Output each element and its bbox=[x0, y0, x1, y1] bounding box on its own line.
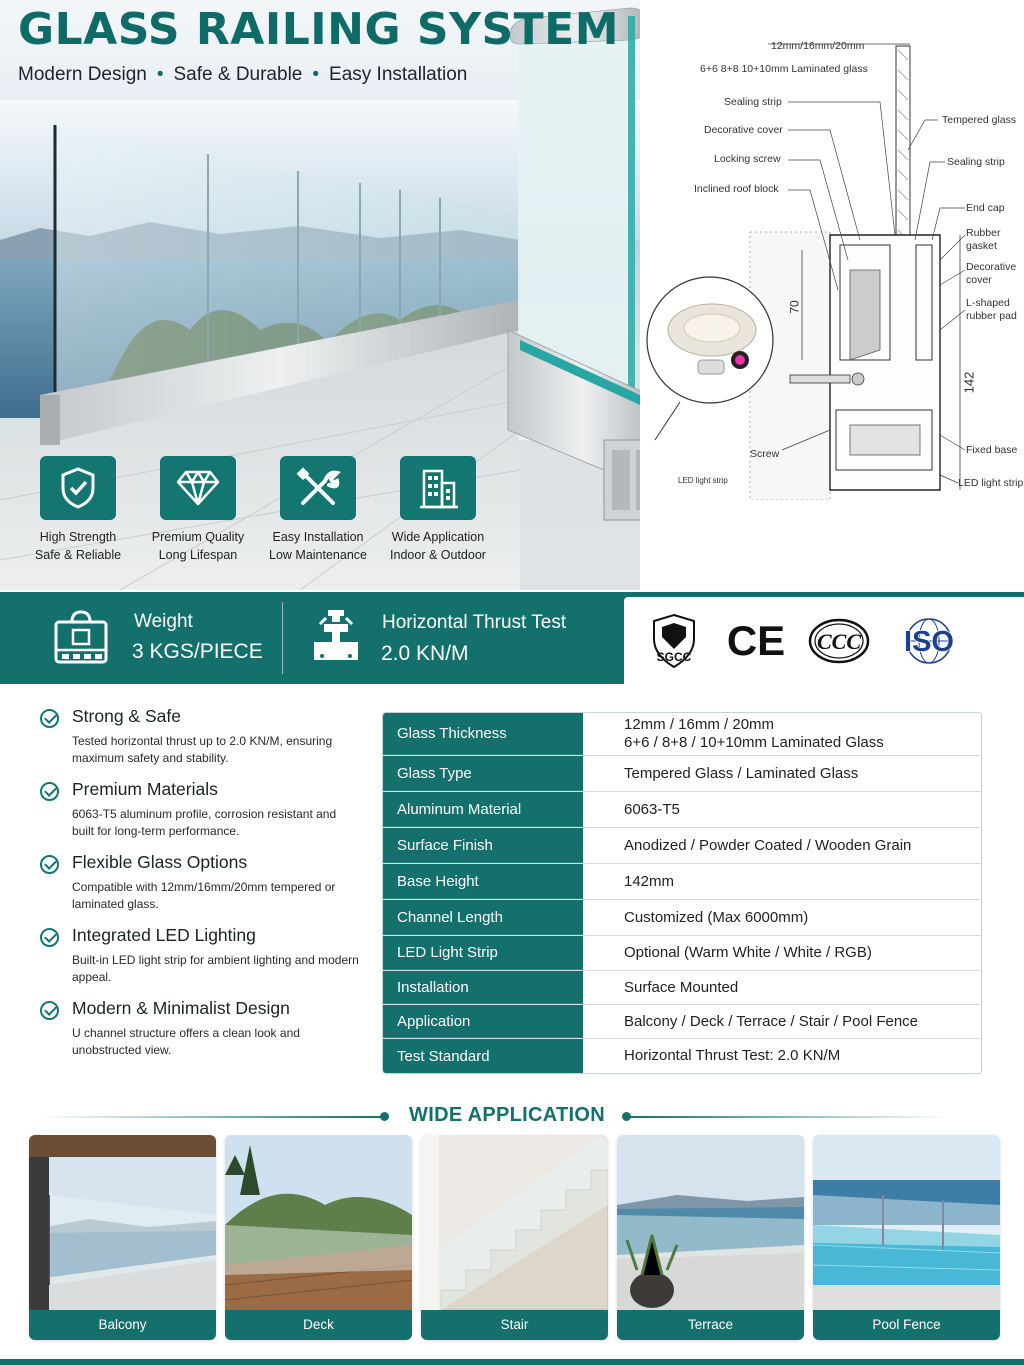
applications-title: WIDE APPLICATION bbox=[409, 1104, 605, 1126]
led-strip-label: LED light strip bbox=[678, 476, 728, 485]
check-circle-icon bbox=[40, 709, 59, 728]
spec-row bbox=[383, 792, 981, 828]
application-label: Terrace bbox=[617, 1310, 804, 1340]
feature-line1: Easy Installation bbox=[272, 530, 364, 544]
application-label: Pool Fence bbox=[813, 1310, 1000, 1340]
feature-line1: High Strength bbox=[39, 530, 117, 544]
spec-row bbox=[383, 900, 981, 936]
benefit-item bbox=[40, 852, 360, 925]
ccc-logo-icon bbox=[808, 612, 870, 670]
benefit-text: Built-in LED light strip for ambient lighting and modern appeal. bbox=[72, 953, 359, 984]
spec-key: Base Height bbox=[383, 864, 583, 899]
check-circle-icon bbox=[40, 855, 59, 874]
feature-item bbox=[258, 456, 378, 564]
tagline-item: Easy Installation bbox=[329, 64, 468, 85]
spec-key: Surface Finish bbox=[383, 828, 583, 863]
spec-value: 6063-T5 bbox=[624, 800, 680, 818]
band-divider bbox=[282, 602, 283, 674]
feature-item bbox=[18, 456, 138, 564]
spec-row bbox=[383, 828, 981, 864]
spec-value-line: 6+6 / 8+8 / 10+10mm Laminated Glass bbox=[624, 734, 884, 751]
check-circle-icon bbox=[40, 928, 59, 947]
spec-row bbox=[383, 971, 981, 1005]
feature-line1: Premium Quality bbox=[151, 530, 245, 544]
cert-iso-text: ISO bbox=[904, 626, 954, 658]
diagram-thickness-label: 12mm/16mm/20mm bbox=[771, 40, 865, 52]
spec-value-line: 12mm / 16mm / 20mm bbox=[624, 716, 775, 733]
spec-key: Channel Length bbox=[383, 900, 583, 935]
weight-bag-icon bbox=[52, 610, 110, 671]
page-title: GLASS RAILING SYSTEM bbox=[18, 4, 619, 55]
spec-row bbox=[383, 1005, 981, 1039]
feature-item bbox=[378, 456, 498, 564]
spec-value: Surface Mounted bbox=[624, 978, 739, 996]
application-card bbox=[813, 1135, 1000, 1340]
benefit-text: Compatible with 12mm/16mm/20mm tempered or laminated glass. bbox=[72, 880, 336, 911]
application-label: Deck bbox=[225, 1310, 412, 1340]
benefit-list bbox=[40, 706, 360, 1071]
diagram-label: Rubber gasket bbox=[966, 227, 1001, 252]
feature-line2: Safe & Reliable bbox=[34, 548, 122, 562]
benefit-item bbox=[40, 925, 360, 998]
shield-check-icon bbox=[40, 456, 116, 520]
spec-key: Glass Type bbox=[383, 756, 583, 791]
spec-value: Customized (Max 6000mm) bbox=[624, 908, 809, 926]
spec-row bbox=[383, 1039, 981, 1073]
pool-fence-photo bbox=[813, 1135, 1000, 1310]
applications-heading bbox=[0, 1102, 1024, 1130]
spec-table bbox=[382, 712, 982, 1074]
application-card bbox=[421, 1135, 608, 1340]
diagram-label: End cap bbox=[966, 202, 1005, 214]
benefit-title: Modern & Minimalist Design bbox=[72, 998, 290, 1018]
deck-photo bbox=[225, 1135, 412, 1310]
diagram-label: Screw bbox=[750, 448, 780, 460]
spec-value: 142mm bbox=[624, 872, 675, 890]
benefit-title: Premium Materials bbox=[72, 779, 218, 799]
diagram-label: Decorative cover bbox=[704, 124, 783, 136]
tagline-item: Safe & Durable bbox=[173, 64, 303, 85]
check-circle-icon bbox=[40, 1001, 59, 1020]
spec-key: LED Light Strip bbox=[383, 936, 583, 970]
spec-value: Balcony / Deck / Terrace / Stair / Pool Fence bbox=[624, 1012, 919, 1030]
benefit-text: 6063-T5 aluminum profile, corrosion resistant and built for long-term performance. bbox=[72, 807, 337, 838]
benefit-title: Strong & Safe bbox=[72, 706, 181, 726]
spec-key: Glass Thickness bbox=[383, 713, 583, 755]
application-card bbox=[225, 1135, 412, 1340]
benefit-title: Flexible Glass Options bbox=[72, 852, 248, 872]
spec-key: Application bbox=[383, 1005, 583, 1038]
cross-section-diagram bbox=[640, 30, 1024, 500]
diagram-label: Sealing strip bbox=[947, 156, 1005, 168]
footer-bar bbox=[0, 1359, 1024, 1365]
balcony-photo bbox=[29, 1135, 216, 1310]
diagram-label: Tempered glass bbox=[942, 114, 1017, 126]
benefit-item bbox=[40, 779, 360, 852]
spec-value: Anodized / Powder Coated / Wooden Grain bbox=[624, 836, 912, 854]
spec-value: Horizontal Thrust Test: 2.0 KN/M bbox=[624, 1047, 841, 1064]
tagline-separator: • bbox=[312, 64, 320, 85]
thrust-value: 2.0 KN/M bbox=[381, 642, 469, 665]
benefit-title: Integrated LED Lighting bbox=[72, 925, 256, 945]
diagram-laminated-label: 6+6 8+8 10+10mm Laminated glass bbox=[700, 63, 868, 75]
application-label: Stair bbox=[421, 1310, 608, 1340]
spec-value: Tempered Glass / Laminated Glass bbox=[624, 764, 859, 782]
feature-line2: Low Maintenance bbox=[269, 548, 367, 562]
spec-row bbox=[383, 713, 981, 756]
benefit-text: U channel structure offers a clean look and unobstructed view. bbox=[72, 1026, 300, 1057]
benefit-item bbox=[40, 998, 360, 1071]
spec-row bbox=[383, 936, 981, 971]
sgcc-logo-icon bbox=[650, 612, 698, 670]
heading-rule-right bbox=[628, 1116, 948, 1118]
dimension-142: 142 bbox=[961, 371, 977, 394]
tools-icon bbox=[280, 456, 356, 520]
weight-title: Weight bbox=[134, 611, 193, 632]
thrust-test-icon bbox=[312, 606, 360, 669]
diagram-label: Locking screw bbox=[714, 153, 781, 165]
benefit-text: Tested horizontal thrust up to 2.0 KN/M, ensuring maximum safety and stability. bbox=[72, 734, 333, 765]
diagram-label: Sealing strip bbox=[724, 96, 782, 108]
feature-list bbox=[18, 456, 498, 564]
application-card bbox=[617, 1135, 804, 1340]
dimension-70: 70 bbox=[787, 300, 802, 314]
applications-gallery bbox=[29, 1135, 1000, 1340]
feature-line1: Wide Application bbox=[391, 530, 485, 544]
feature-line2: Indoor & Outdoor bbox=[390, 548, 486, 562]
spec-row bbox=[383, 864, 981, 900]
spec-key: Installation bbox=[383, 971, 583, 1004]
diagram-label: Inclined roof block bbox=[694, 183, 779, 195]
diagram-label: Decorative cover bbox=[966, 261, 1017, 286]
cert-sgcc-text: SGCC bbox=[656, 650, 692, 664]
benefit-item bbox=[40, 706, 360, 779]
spec-row bbox=[383, 756, 981, 792]
cert-ccc-text: CCC bbox=[816, 629, 862, 654]
feature-line2: Long Lifespan bbox=[158, 548, 238, 562]
tagline-item: Modern Design bbox=[18, 64, 147, 85]
diagram-label: L-shaped rubber pad bbox=[966, 297, 1017, 322]
spec-key: Aluminum Material bbox=[383, 792, 583, 827]
check-circle-icon bbox=[40, 782, 59, 801]
thrust-title: Horizontal Thrust Test bbox=[382, 612, 567, 633]
application-card bbox=[29, 1135, 216, 1340]
terrace-photo bbox=[617, 1135, 804, 1310]
spec-value: Optional (Warm White / White / RGB) bbox=[624, 944, 872, 961]
ce-mark: CE bbox=[726, 617, 786, 664]
spec-key: Test Standard bbox=[383, 1039, 583, 1073]
building-icon bbox=[400, 456, 476, 520]
diamond-icon bbox=[160, 456, 236, 520]
iso-logo-icon bbox=[897, 612, 961, 670]
tagline-separator: • bbox=[156, 64, 164, 85]
stair-photo bbox=[421, 1135, 608, 1310]
weight-value: 3 KGS/PIECE bbox=[132, 640, 263, 663]
hero-tagline bbox=[18, 64, 467, 86]
application-label: Balcony bbox=[29, 1310, 216, 1340]
diagram-label: Fixed base bbox=[966, 444, 1018, 456]
feature-item bbox=[138, 456, 258, 564]
spec-value bbox=[583, 713, 981, 755]
diagram-label: LED light strip bbox=[958, 477, 1024, 489]
